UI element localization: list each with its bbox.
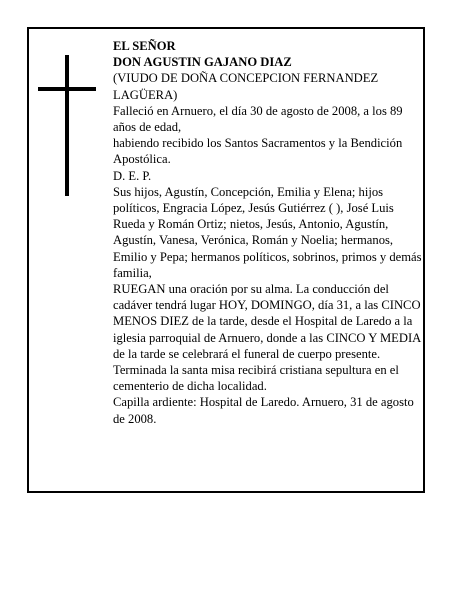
death-info: Falleció en Arnuero, el día 30 de agosto de 2008, a los 89 años de edad, <box>113 103 403 135</box>
sacraments: habiendo recibido los Santos Sacramentos y la Bendición Apostólica. <box>113 136 403 167</box>
chapel-info: Capilla ardiente: Hospital de Laredo. Arnuero, 31 de agosto de 2008. <box>113 395 414 426</box>
obituary-text <box>113 38 425 427</box>
cross-vertical-bar <box>65 55 69 196</box>
family-list: Sus hijos, Agustín, Concepción, Emilia y Elena; hijos políticos, Engracia López, Jesús Gutiérrez ( ), José Luis Rueda y Román Ortiz; nietos, Jesús, Antonio, Agustín, Agustín, Vanesa, Verónica, Román y Noelia; hermanos, Emilio y Pepa; hermanos políticos, sobrinos, primos y demás familia, <box>113 184 422 280</box>
cross-icon <box>38 55 96 196</box>
heading-title: EL SEÑOR <box>113 39 176 53</box>
cross-horizontal-bar <box>38 87 96 91</box>
deceased-name: DON AGUSTIN GAJANO DIAZ <box>113 55 292 70</box>
widower-of: (VIUDO DE DOÑA CONCEPCION FERNANDEZ LAGÜERA) <box>113 71 379 102</box>
funeral-request: RUEGAN una oración por su alma. La conducción del cadáver tendrá lugar HOY, DOMINGO, día 31, a las CINCO MENOS DIEZ de la tarde, desde el Hospital de Laredo a la iglesia parroquial de Arnuero, donde a las CINCO Y MEDIA de la tarde se celebrará el funeral de cuerpo presente. Terminada la santa misa recibirá cristiana sepultura en el cementerio de dicha localidad. <box>113 282 421 394</box>
rip: D. E. P. <box>113 168 152 183</box>
